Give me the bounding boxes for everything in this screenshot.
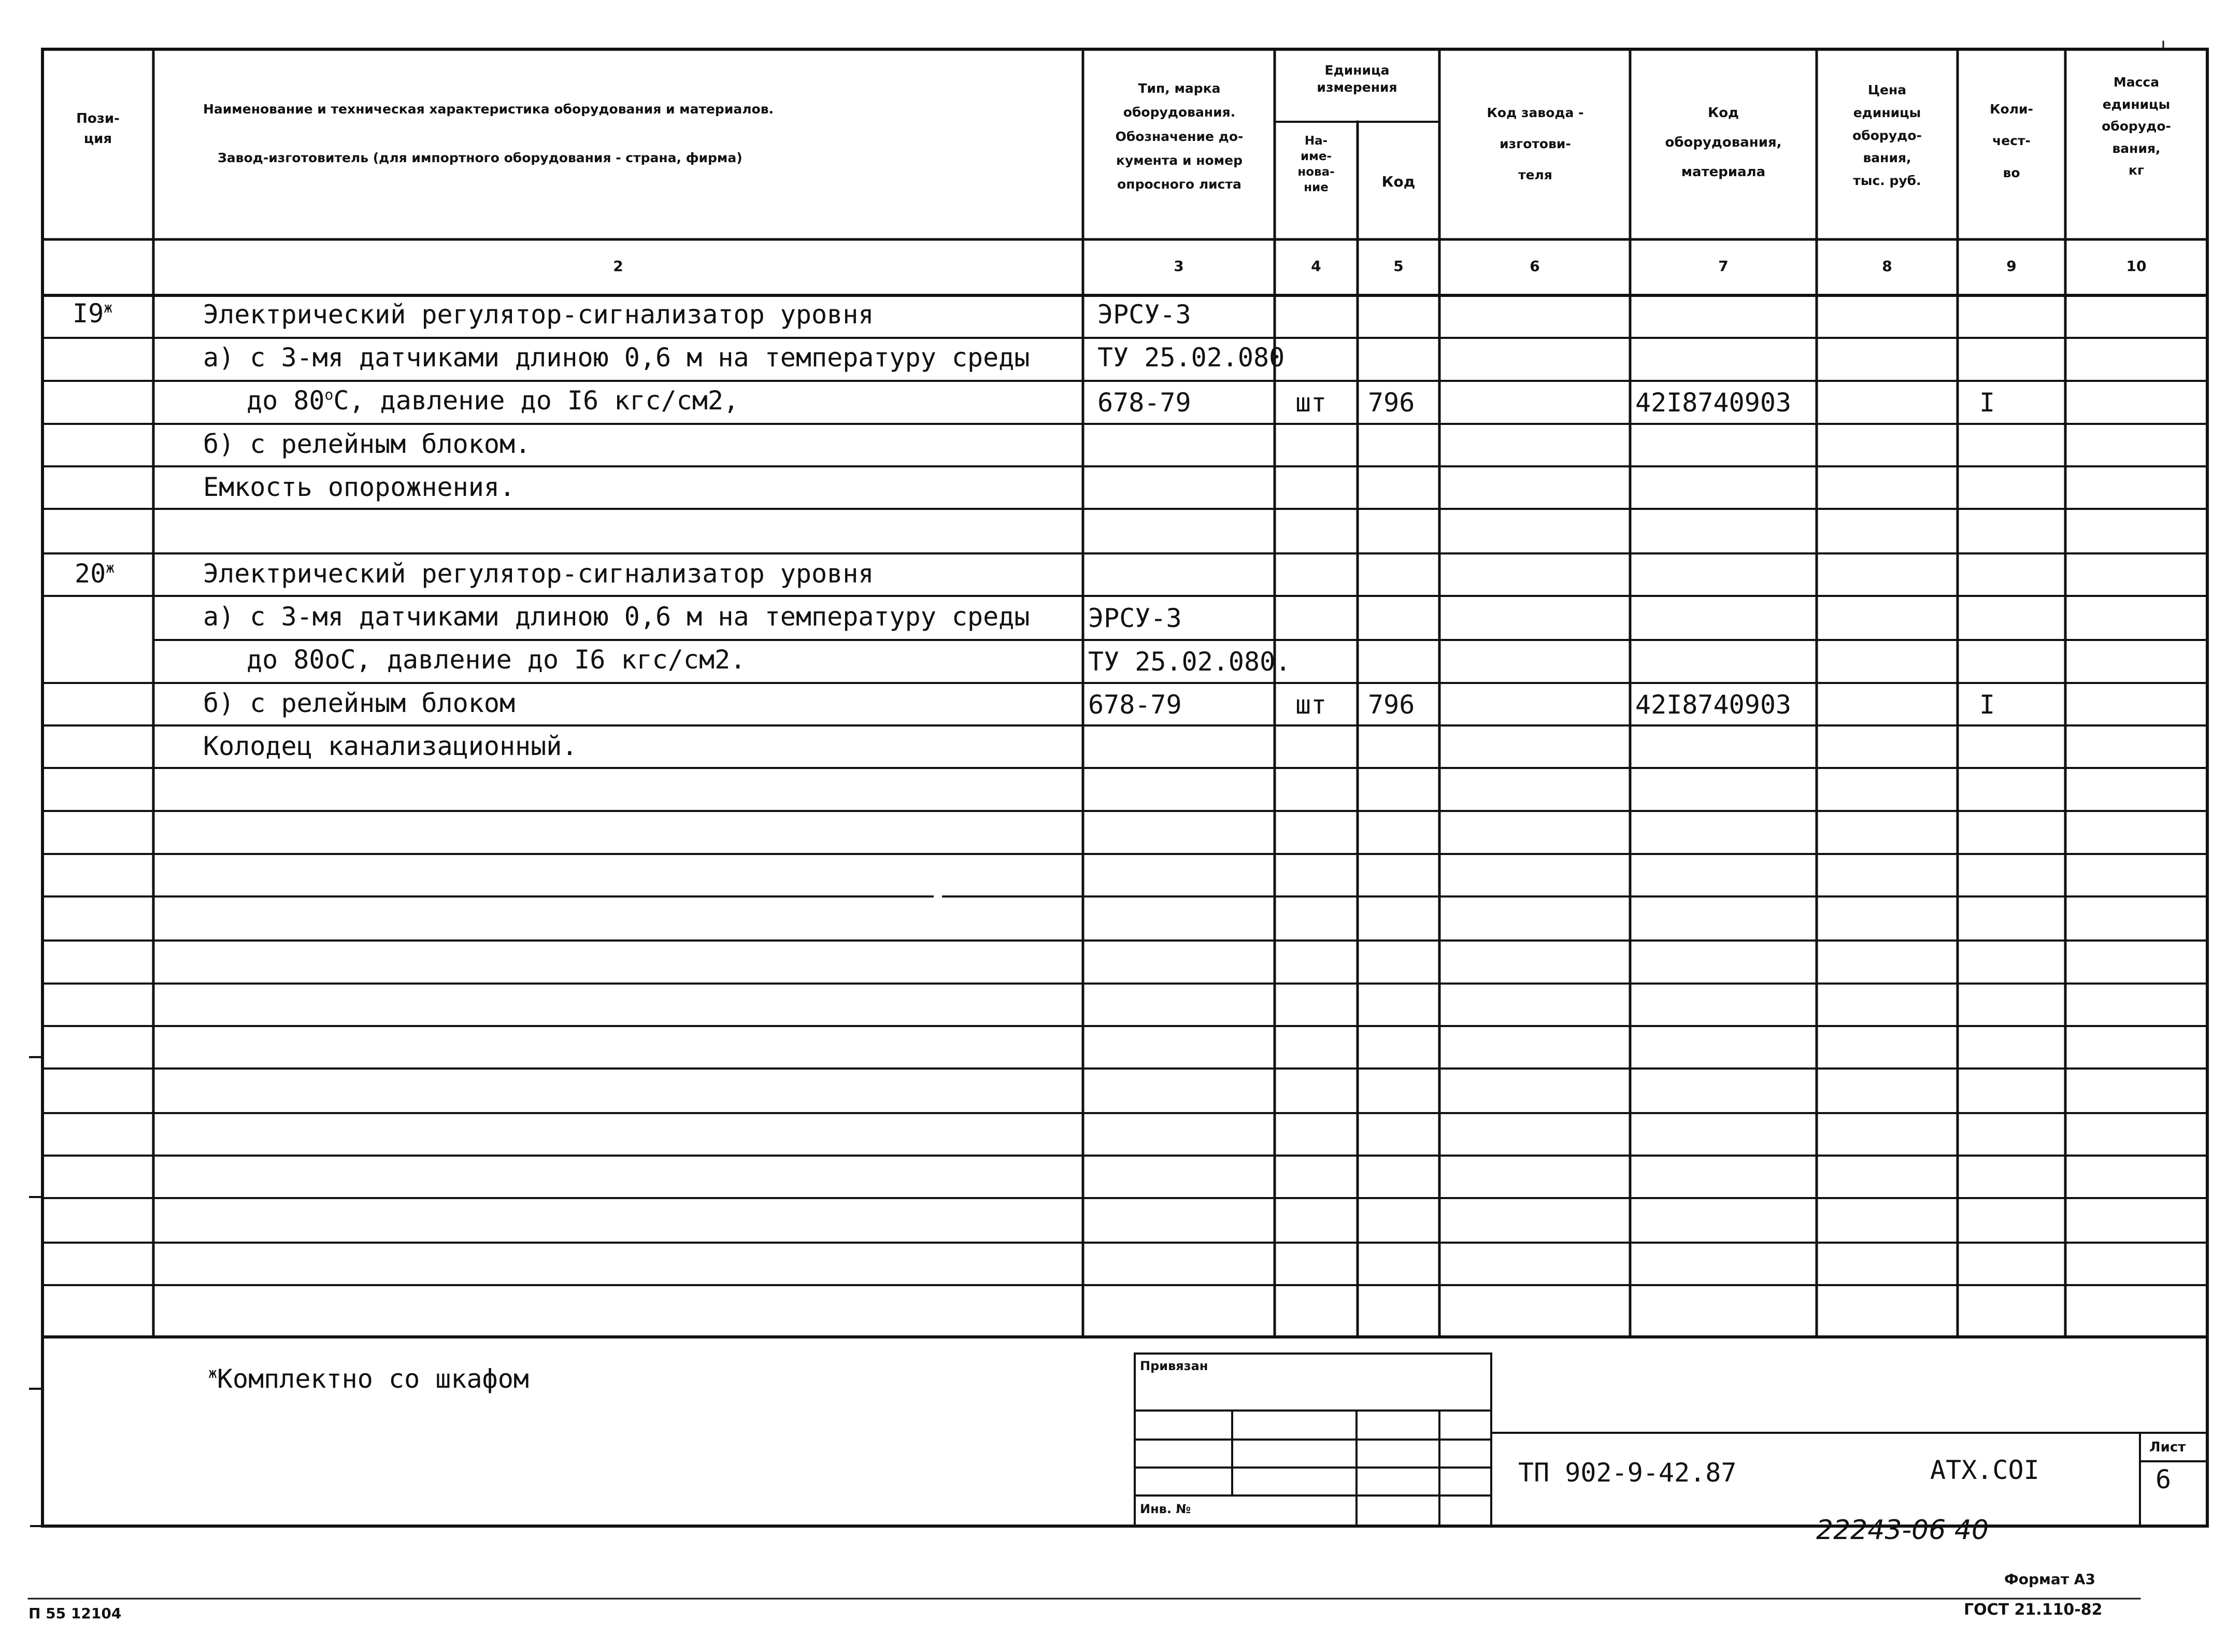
- table-row-position: [73, 298, 113, 329]
- table-row-quantity: I: [1979, 690, 1995, 720]
- column-number-6: 6: [1530, 258, 1540, 275]
- table-row-unit: шт: [1295, 388, 1327, 418]
- footnote: [208, 1366, 529, 1392]
- table-row-name: Колодец канализационный.: [203, 731, 578, 761]
- sheet-label: Лист: [2149, 1440, 2186, 1455]
- table-row-name: Электрический регулятор-сигнализатор уровня: [203, 300, 874, 330]
- document-code: АТХ.СОI: [1930, 1455, 2039, 1485]
- table-row-type: 678-79: [1097, 388, 1191, 418]
- header-position: Пози- ция: [76, 111, 120, 147]
- table-row-equipment-code: 42I8740903: [1635, 690, 1792, 720]
- approval-label: Привязан: [1140, 1359, 1208, 1373]
- position-number: 20: [75, 559, 106, 589]
- header-name-line1: Наименование и техническая характеристика оборудования и материалов.: [203, 102, 774, 117]
- format-label: Формат А3: [2004, 1571, 2095, 1588]
- header-maker-code: Код завода - изготови- теля: [1487, 105, 1584, 182]
- header-unit-group: Единица измерения: [1317, 63, 1397, 95]
- table-row-position: [75, 561, 115, 587]
- asterisk-mark: ж: [104, 299, 113, 316]
- column-number-3: 3: [1174, 258, 1184, 275]
- column-number-2: 2: [613, 258, 623, 275]
- column-number-10: 10: [2126, 258, 2147, 275]
- header-type: Тип, марка оборудования. Обозначение до- кумента и номер опросного листа: [1115, 81, 1244, 192]
- table-row-type: ЭРСУ-3: [1088, 603, 1182, 633]
- table-row-name: Емкость опорожнения.: [203, 472, 516, 502]
- sheet-number: 6: [2155, 1464, 2172, 1494]
- table-row-name: Электрический регулятор-сигнализатор уровня: [203, 559, 874, 589]
- table-row-type: ТУ 25.02.080: [1097, 343, 1285, 373]
- header-unit-name: На- име- нова- ние: [1297, 134, 1335, 194]
- project-code: ТП 902-9-42.87: [1518, 1458, 1737, 1488]
- table-row-name: а) с 3-мя датчиками длиною 0,6 м на температуру среды: [203, 343, 1030, 373]
- asterisk-mark: ж: [208, 1364, 217, 1382]
- approval-block: [1135, 1354, 1491, 1526]
- header-name-line2: Завод-изготовитель (для импортного оборудования - страна, фирма): [218, 150, 743, 165]
- column-number-7: 7: [1718, 258, 1729, 275]
- column-number-8: 8: [1882, 258, 1892, 275]
- header-mass: Масса единицы оборудо- вания, кг: [2102, 75, 2171, 178]
- table-row-type: ТУ 25.02.080.: [1088, 647, 1291, 677]
- header-unit-code: Код: [1381, 173, 1416, 190]
- table-row-equipment-code: 42I8740903: [1635, 388, 1792, 418]
- footnote-text: Комплектно со шкафом: [217, 1364, 529, 1394]
- gost-standard: ГОСТ 21.110-82: [1964, 1601, 2103, 1619]
- table-row-name: а) с 3-мя датчиками длиною 0,6 м на температуру среды: [203, 602, 1030, 632]
- inventory-label: Инв. №: [1140, 1502, 1191, 1516]
- asterisk-mark: ж: [106, 559, 115, 576]
- table-row-quantity: I: [1979, 388, 1995, 418]
- column-number-5: 5: [1393, 258, 1404, 275]
- table-row-unit: шт: [1295, 690, 1327, 720]
- printer-code: П 55 12104: [28, 1605, 122, 1622]
- column-number-4: 4: [1311, 258, 1321, 275]
- header-quantity: Коли- чест- во: [1990, 102, 2033, 180]
- table-row-unit-code: 796: [1368, 690, 1415, 720]
- header-equipment-code: Код оборудования, материала: [1665, 105, 1782, 180]
- table-row-name: б) с релейным блоком: [203, 688, 516, 718]
- table-row-unit-code: 796: [1368, 388, 1415, 418]
- header-price: Цена единицы оборудо- вания, тыс. руб.: [1852, 82, 1922, 188]
- table-row-type: ЭРСУ-3: [1097, 300, 1191, 330]
- table-row-name: до $80^оС$, давление до I6 кгс/см2,: [247, 386, 739, 416]
- table-row-name: до 80оС, давление до I6 кгс/см2.: [247, 645, 746, 675]
- table-row-type: 678-79: [1088, 690, 1182, 720]
- position-number: I9: [73, 298, 104, 329]
- column-number-9: 9: [2006, 258, 2017, 275]
- table-row-name: б) с релейным блоком.: [203, 429, 531, 459]
- stamp-number: 22243-06 40: [1816, 1515, 1989, 1546]
